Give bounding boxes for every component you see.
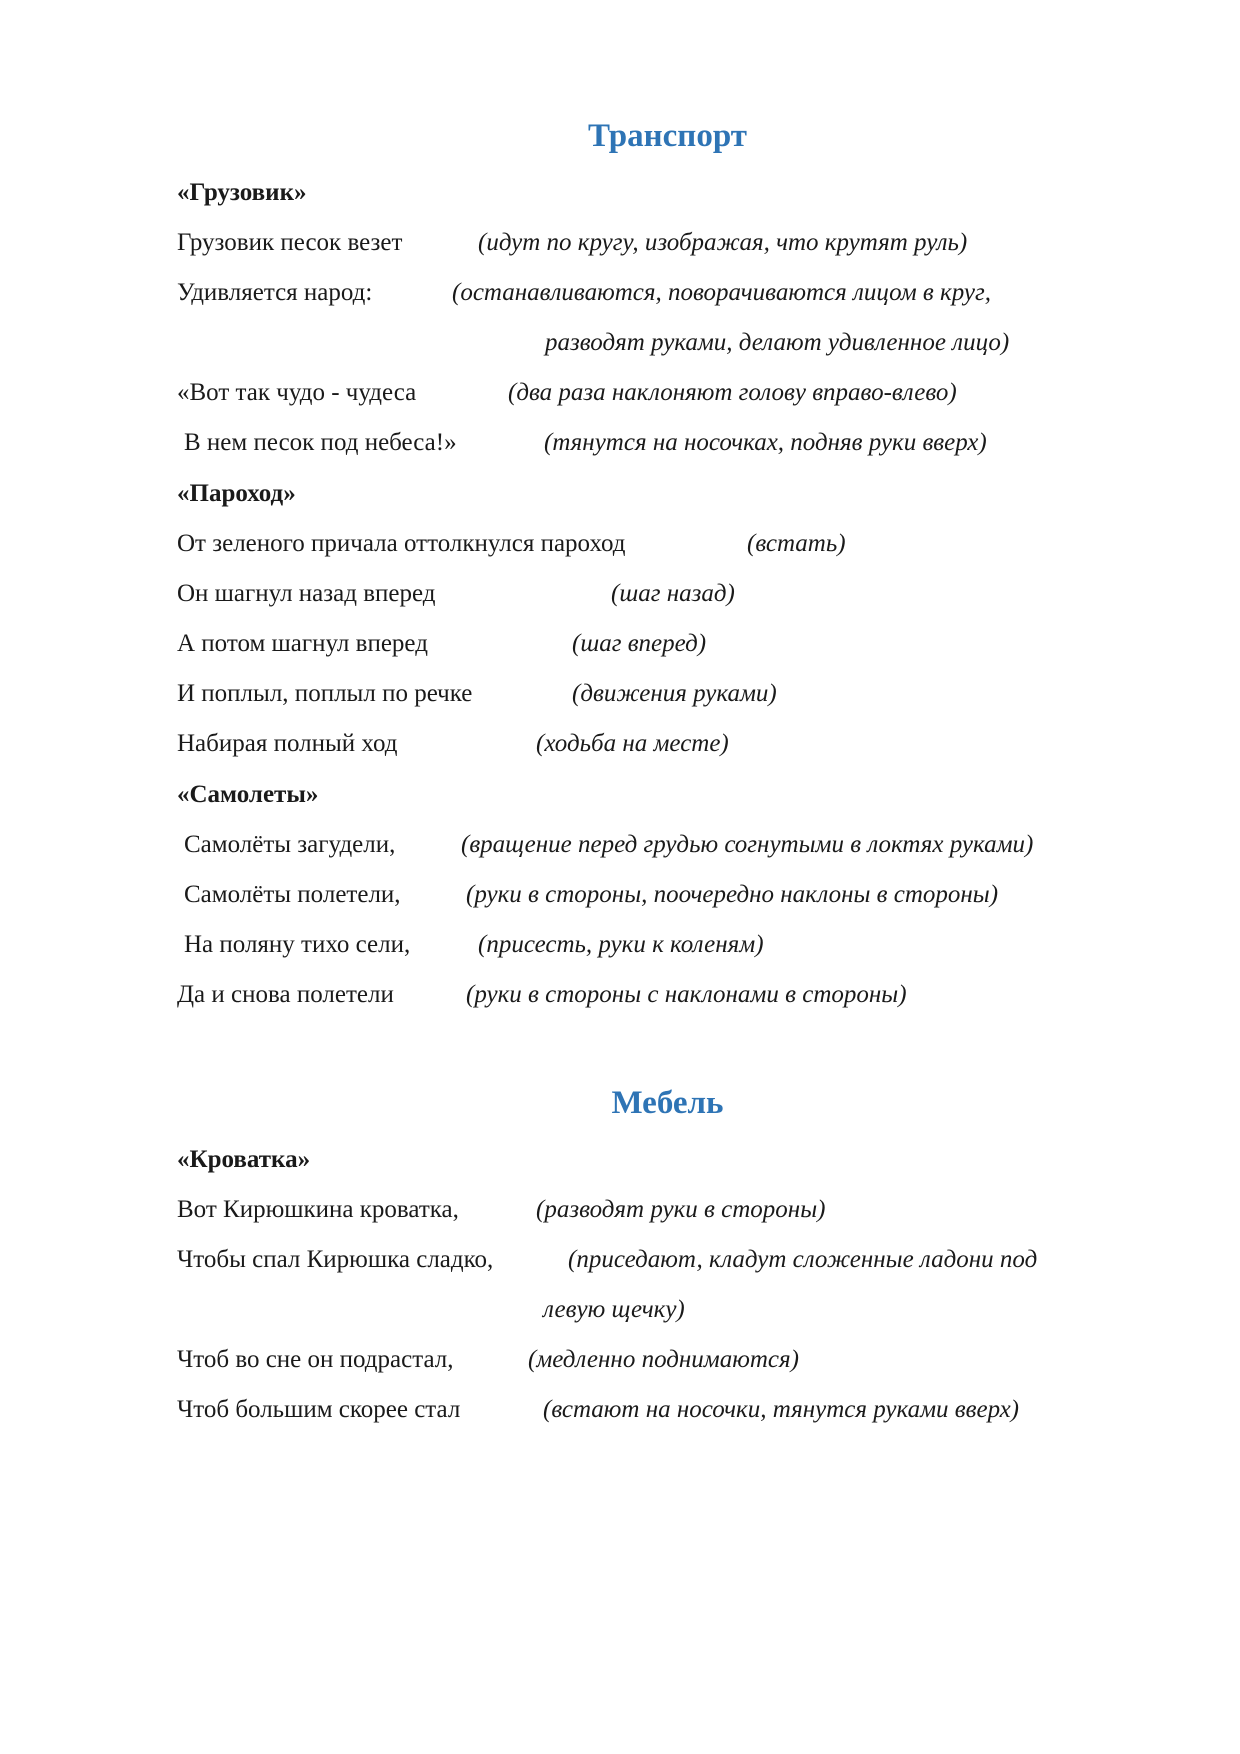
verse-text: Грузовик песок везет <box>177 229 403 256</box>
verse-text: Чтобы спал Кирюшка сладко, <box>177 1246 494 1273</box>
verse-text: На поляну тихо сели, <box>184 931 411 958</box>
movement-note: (движения руками) <box>572 680 777 707</box>
movement-note: (приседают, кладут сложенные ладони под <box>568 1246 1038 1273</box>
section-heading-mebel: Мебель <box>611 1085 724 1121</box>
poem-title-krovatka: «Кроватка» <box>177 1146 311 1173</box>
movement-note: (присесть, руки к коленям) <box>478 931 764 958</box>
movement-note: (разводят руки в стороны) <box>536 1196 826 1223</box>
section-heading-transport: Транспорт <box>588 118 747 154</box>
movement-note: (тянутся на носочках, подняв руки вверх) <box>544 429 987 456</box>
verse-text: Чтоб во сне он подрастал, <box>177 1346 454 1373</box>
movement-note: разводят руками, делают удивленное лицо) <box>545 329 1010 356</box>
verse-text: Самолёты загудели, <box>184 831 396 858</box>
verse-text: От зеленого причала оттолкнулся пароход <box>177 530 626 557</box>
verse-text: «Вот так чудо - чудеса <box>177 379 417 406</box>
movement-note: (останавливаются, поворачиваются лицом в круг, <box>452 279 991 306</box>
movement-note: (вращение перед грудью согнутыми в локтях руками) <box>461 831 1034 858</box>
movement-note: (руки в стороны с наклонами в стороны) <box>466 981 907 1008</box>
movement-note: (встают на носочки, тянутся руками вверх) <box>543 1396 1020 1423</box>
verse-text: Удивляется народ: <box>177 279 373 306</box>
poem-title-samolety: «Самолеты» <box>177 781 319 808</box>
movement-note: (руки в стороны, поочередно наклоны в стороны) <box>466 881 999 908</box>
movement-note: левую щечку) <box>543 1296 685 1323</box>
verse-text: В нем песок под небеса!» <box>184 429 457 456</box>
movement-note: (шаг вперед) <box>572 630 707 657</box>
movement-note: (ходьба на месте) <box>536 730 729 757</box>
verse-text: Набирая полный ход <box>177 730 398 757</box>
verse-text: А потом шагнул вперед <box>177 630 428 657</box>
movement-note: (шаг назад) <box>611 580 735 607</box>
movement-note: (идут по кругу, изображая, что крутят руль) <box>478 229 968 256</box>
poem-title-parokhod: «Пароход» <box>177 480 296 507</box>
poem-title-gruzovik: «Грузовик» <box>177 179 307 206</box>
verse-text: Чтоб большим скорее стал <box>177 1396 461 1423</box>
verse-text: Да и снова полетели <box>177 981 394 1008</box>
verse-text: Самолёты полетели, <box>184 881 401 908</box>
verse-text: Он шагнул назад вперед <box>177 580 436 607</box>
movement-note: (медленно поднимаются) <box>528 1346 799 1373</box>
movement-note: (два раза наклоняют голову вправо-влево) <box>508 379 957 406</box>
verse-text: И поплыл, поплыл по речке <box>177 680 473 707</box>
verse-text: Вот Кирюшкина кроватка, <box>177 1196 459 1223</box>
movement-note: (встать) <box>747 530 846 557</box>
